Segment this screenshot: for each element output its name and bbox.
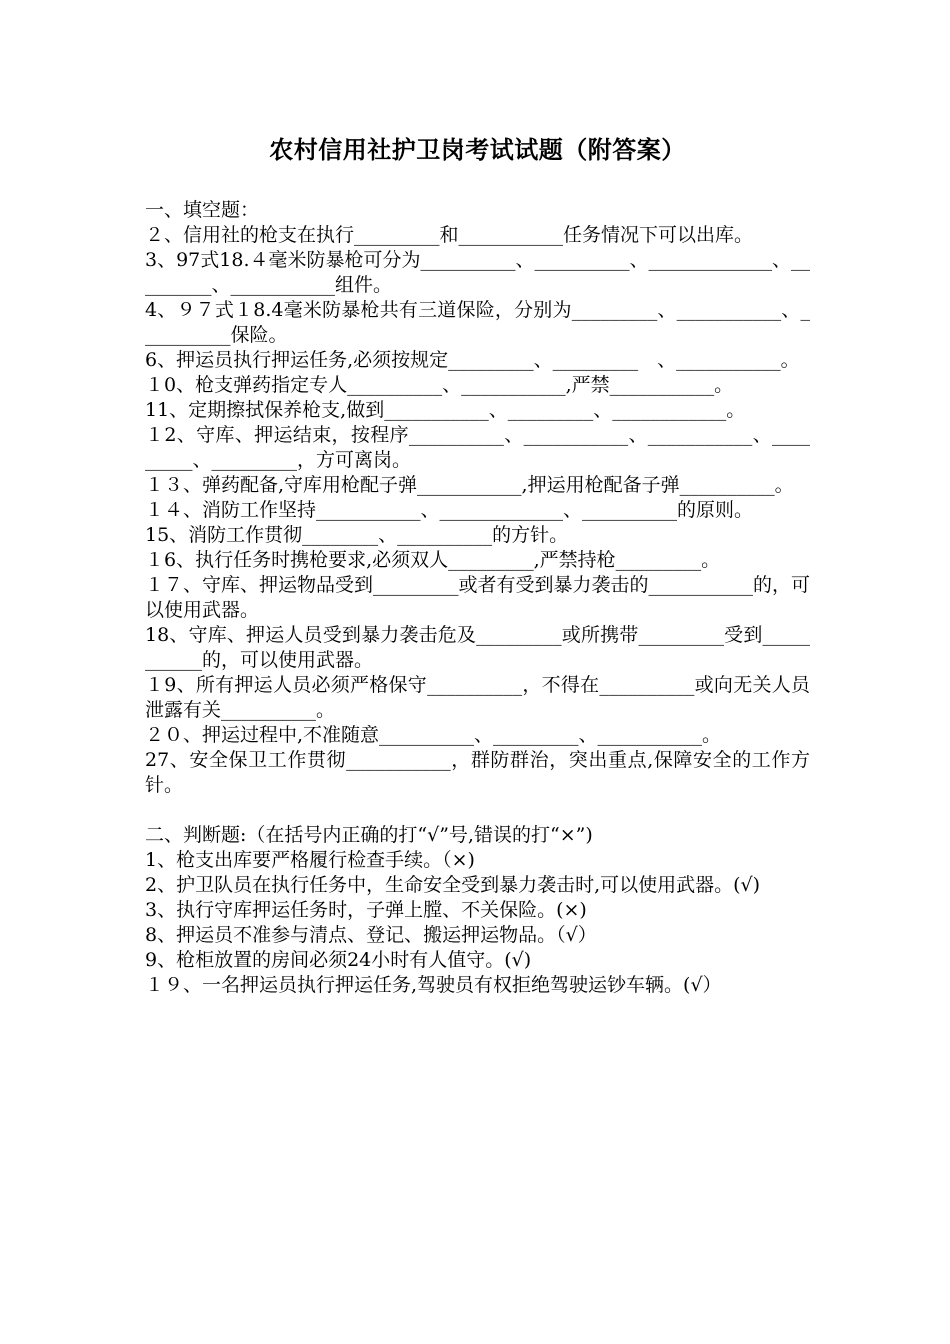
true-false-question: 8、押运员不准参与清点、登记、搬运押运物品。（√） (145, 924, 597, 946)
fill-in-question: 18、守库、押运人员受到暴力袭击危及_________或所携带_________受到___________的，可以使用武器。 (145, 624, 810, 671)
fill-in-section (145, 198, 810, 798)
fill-in-question: １４、消防工作坚持___________、_____________、__________的原则。 (145, 499, 754, 521)
fill-in-question: １７、守库、押运物品受到_________或者有受到暴力袭击的___________的，可以使用武器。 (145, 574, 811, 621)
fill-in-question: 3、97式18.４毫米防暴枪可分为__________、__________、_____________、_________、___________组件。 (145, 249, 810, 296)
true-false-question: 2、护卫队员在执行任务中，生命安全受到暴力袭击时,可以使用武器。(√) (145, 874, 761, 896)
true-false-question: １９、一名押运员执行押运任务,驾驶员有权拒绝驾驶运钞车辆。(√） (145, 974, 722, 996)
fill-in-question: 4、９７式１8.4毫米防暴枪共有三道保险，分别为_________、___________、__________保险。 (145, 299, 810, 346)
true-false-section (145, 823, 810, 998)
fill-in-question: ２、信用社的枪支在执行_________和___________任务情况下可以出库。 (145, 224, 754, 246)
document-page (145, 128, 810, 998)
fill-in-question: １３、弹药配备,守库用枪配子弹___________,押运用枪配备子弹__________。 (145, 474, 794, 496)
true-false-question: 1、枪支出库要严格履行检查手续。（×) (145, 849, 475, 871)
fill-in-question: １0、枪支弹药指定专人__________、___________,严禁___________。 (145, 374, 734, 396)
fill-in-question: １6、执行任务时携枪要求,必须双人_________,严禁持枪_________。 (145, 549, 721, 571)
fill-in-question: 15、消防工作贯彻________、__________的方针。 (145, 524, 569, 546)
section-gap (145, 798, 810, 823)
fill-in-heading: 一、填空题： (145, 199, 260, 221)
document-title: 农村信用社护卫岗考试试题（附答案） (269, 136, 686, 164)
true-false-heading: 二、判断题:（在括号内正确的打“√”号,错误的打“×”) (145, 824, 593, 846)
fill-in-question: １9、所有押运人员必须严格保守__________，不得在__________或向无关人员泄露有关__________。 (145, 674, 810, 721)
fill-in-question: １2、守库、押运结束，按程序__________、___________、___________、_________、_________，方可离岗。 (145, 424, 810, 471)
fill-in-question: 11、定期擦拭保养枪支,做到___________、_________、____________。 (145, 399, 746, 421)
fill-in-question: 27、安全保卫工作贯彻___________，群防群治，突出重点,保障安全的工作方针。 (145, 749, 810, 796)
true-false-question: 3、执行守库押运任务时，子弹上膛、不关保险。(×) (145, 899, 587, 921)
fill-in-question: 6、押运员执行押运任务,必须按规定_________、_________ 、___________。 (145, 349, 800, 371)
true-false-question: 9、枪柜放置的房间必须24小时有人值守。(√) (145, 949, 532, 971)
fill-in-question: ２０、押运过程中,不准随意__________、_________、___________。 (145, 724, 722, 746)
